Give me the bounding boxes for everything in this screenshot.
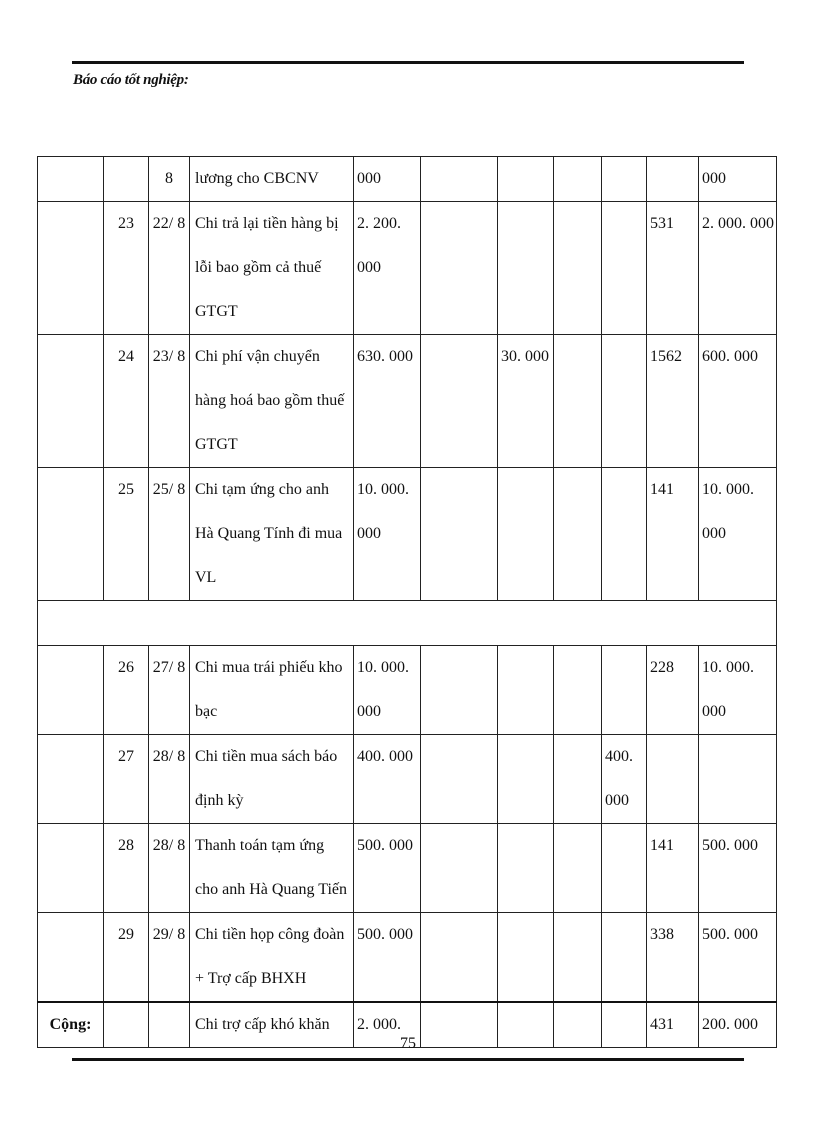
cell-date: 27/ 8	[149, 646, 190, 735]
cell-acct: 1562	[647, 335, 699, 468]
cell-acct: 531	[647, 202, 699, 335]
total-label: Cộng:	[38, 1002, 104, 1048]
cell-no: 25	[104, 468, 149, 601]
cell-empty	[38, 735, 104, 824]
total-amount: 2. 000.	[354, 1002, 421, 1048]
cell-amount: 500. 000	[354, 913, 421, 1003]
cell-desc: Chi tiền mua sách báo định kỳ	[190, 735, 354, 824]
cell-c1	[421, 202, 498, 335]
cell-date: 28/ 8	[149, 735, 190, 824]
cell-date: 29/ 8	[149, 913, 190, 1003]
cell-desc: Chi tiền họp công đoàn + Trợ cấp BHXH	[190, 913, 354, 1003]
cell-acct	[647, 735, 699, 824]
cell-no: 28	[104, 824, 149, 913]
cell-c3	[554, 157, 602, 202]
cell-c1	[421, 646, 498, 735]
cell-debit: 10. 000. 000	[699, 646, 777, 735]
cell-c2	[498, 202, 554, 335]
cell-debit: 000	[699, 157, 777, 202]
cell-c4	[602, 468, 647, 601]
cell-c2	[498, 157, 554, 202]
cell-amount: 400. 000	[354, 735, 421, 824]
cell-amount: 000	[354, 157, 421, 202]
cell-desc: Chi phí vận chuyển hàng hoá bao gồm thuế GTGT	[190, 335, 354, 468]
cell-empty	[38, 157, 104, 202]
cell-empty	[38, 646, 104, 735]
cell-no: 29	[104, 913, 149, 1003]
cell-empty	[38, 468, 104, 601]
cell-acct: 338	[647, 913, 699, 1003]
cell-desc: Thanh toán tạm ứng cho anh Hà Quang Tiến	[190, 824, 354, 913]
table-row	[38, 157, 777, 202]
cell-empty	[38, 202, 104, 335]
cell-c4	[602, 913, 647, 1003]
cell-acct: 228	[647, 646, 699, 735]
cell-c4	[602, 157, 647, 202]
cell-debit: 2. 000. 000	[699, 202, 777, 335]
cell-c1	[421, 468, 498, 601]
cell-amount: 2. 200. 000	[354, 202, 421, 335]
cell-no	[104, 157, 149, 202]
blank-row-cell	[38, 601, 777, 646]
cell-debit	[699, 735, 777, 824]
total-debit: 200. 000	[699, 1002, 777, 1048]
cell-no: 26	[104, 646, 149, 735]
cell-debit: 10. 000. 000	[699, 468, 777, 601]
cell-empty	[38, 335, 104, 468]
cell-c4	[602, 646, 647, 735]
cell-empty	[38, 913, 104, 1003]
cell-c1	[421, 335, 498, 468]
cell-c4	[602, 202, 647, 335]
header-title: Báo cáo tốt nghiệp:	[73, 72, 189, 88]
cell-c2	[498, 735, 554, 824]
cell-acct	[647, 157, 699, 202]
table-row	[38, 824, 777, 913]
total-desc: Chi trợ cấp khó khăn	[190, 1002, 354, 1048]
cell-desc: lương cho CBCNV	[190, 157, 354, 202]
table-row	[38, 735, 777, 824]
cell-amount: 630. 000	[354, 335, 421, 468]
cell-date: 22/ 8	[149, 202, 190, 335]
ledger-table	[37, 156, 777, 1048]
cell-date: 8	[149, 157, 190, 202]
cell-c1	[421, 913, 498, 1003]
table-row	[38, 335, 777, 468]
cell-amount: 10. 000. 000	[354, 468, 421, 601]
cell-c1	[421, 157, 498, 202]
table-row	[38, 601, 777, 646]
cell-no: 27	[104, 735, 149, 824]
cell-desc: Chi trả lại tiền hàng bị lỗi bao gồm cả thuế GTGT	[190, 202, 354, 335]
cell-date: 23/ 8	[149, 335, 190, 468]
cell-debit: 600. 000	[699, 335, 777, 468]
cell-c3	[554, 468, 602, 601]
table-row	[38, 646, 777, 735]
cell-c2: 30. 000	[498, 335, 554, 468]
cell-c3	[554, 824, 602, 913]
cell-desc: Chi mua trái phiếu kho bạc	[190, 646, 354, 735]
cell-c3	[554, 913, 602, 1003]
cell-date: 25/ 8	[149, 468, 190, 601]
cell-no: 24	[104, 335, 149, 468]
ledger-body	[38, 157, 777, 1048]
cell-c1	[421, 824, 498, 913]
footer-rule	[72, 1058, 744, 1061]
cell-date: 28/ 8	[149, 824, 190, 913]
cell-c4	[602, 824, 647, 913]
cell-c3	[554, 202, 602, 335]
cell-c3	[554, 335, 602, 468]
cell-c1	[421, 735, 498, 824]
cell-c3	[554, 735, 602, 824]
cell-c4: 400. 000	[602, 735, 647, 824]
cell-debit: 500. 000	[699, 824, 777, 913]
cell-c2	[498, 913, 554, 1003]
cell-acct: 141	[647, 468, 699, 601]
page-number: 75	[400, 1035, 416, 1052]
cell-c3	[554, 646, 602, 735]
table-row	[38, 468, 777, 601]
cell-acct: 141	[647, 824, 699, 913]
cell-c2	[498, 824, 554, 913]
cell-no: 23	[104, 202, 149, 335]
table-row	[38, 202, 777, 335]
cell-amount: 500. 000	[354, 824, 421, 913]
cell-c2	[498, 646, 554, 735]
cell-debit: 500. 000	[699, 913, 777, 1003]
header-rule	[72, 61, 744, 64]
cell-c4	[602, 335, 647, 468]
cell-amount: 10. 000. 000	[354, 646, 421, 735]
table-row	[38, 913, 777, 1003]
cell-empty	[38, 824, 104, 913]
cell-c2	[498, 468, 554, 601]
total-acct: 431	[647, 1002, 699, 1048]
cell-desc: Chi tạm ứng cho anh Hà Quang Tính đi mua VL	[190, 468, 354, 601]
